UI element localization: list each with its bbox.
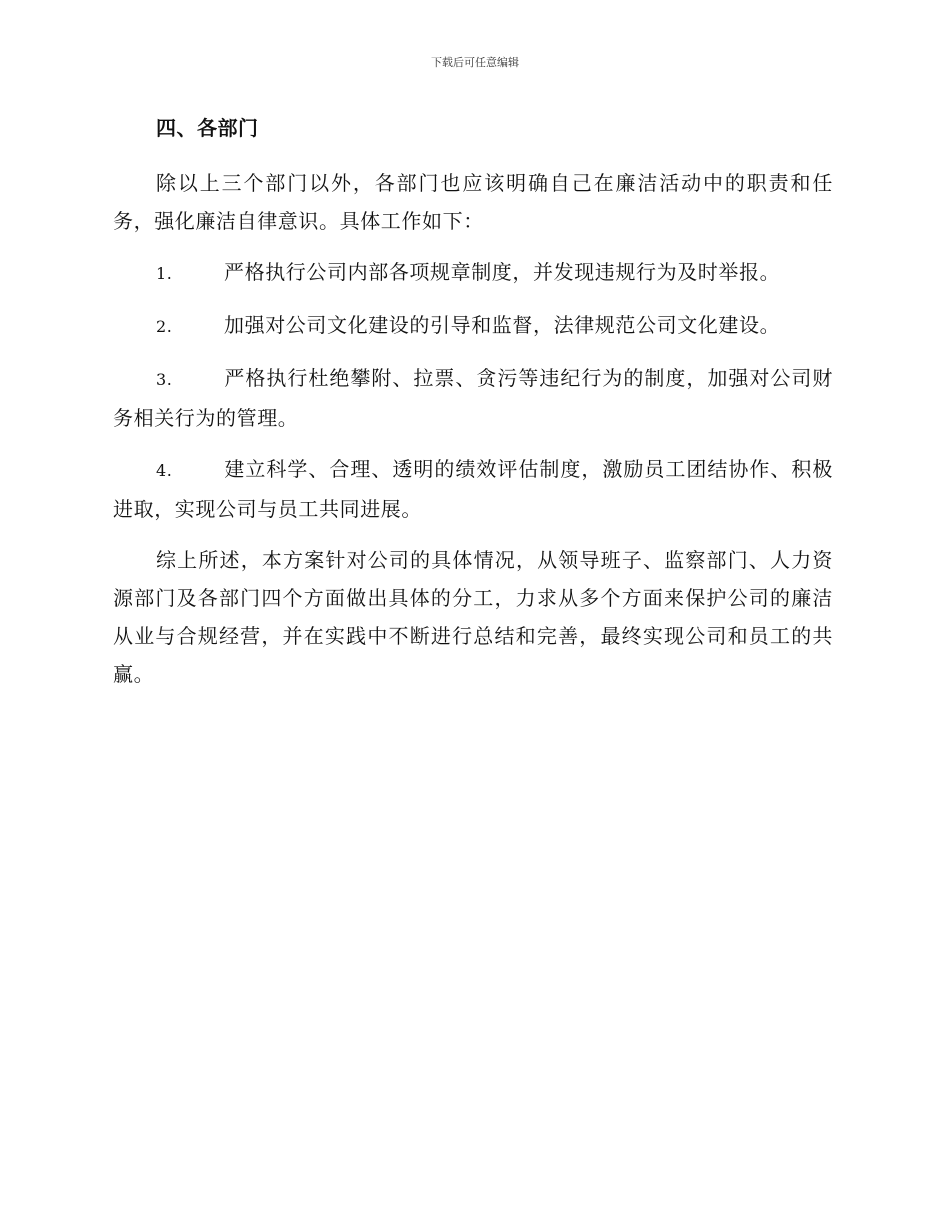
list-item-text: 加强对公司文化建设的引导和监督，法律规范公司文化建设。 (224, 313, 781, 337)
list-item (113, 359, 833, 437)
list-item-number: 4. (156, 461, 173, 480)
list-item-text: 严格执行杜绝攀附、拉票、贪污等违纪行为的制度，加强对公司财务相关行为的管理。 (113, 366, 833, 430)
list-item (113, 450, 833, 528)
document-body (113, 112, 833, 706)
list-item (113, 253, 833, 293)
conclusion-paragraph: 综上所述，本方案针对公司的具体情况，从领导班子、监察部门、人力资源部门及各部门四个方面做出具体的分工，力求从多个方面来保护公司的廉洁从业与合规经营，并在实践中不断进行总结和完善，最终实现公司和员工的共赢。 (113, 548, 833, 686)
intro-paragraph: 除以上三个部门以外，各部门也应该明确自己在廉洁活动中的职责和任务，强化廉洁自律意识。具体工作如下： (113, 171, 833, 233)
list-item-number: 1. (156, 264, 173, 283)
list-item-number: 3. (156, 370, 173, 389)
header-note: 下载后可任意编辑 (431, 56, 519, 69)
list-item-number: 2. (156, 317, 173, 336)
section-heading: 四、各部门 (156, 116, 259, 140)
list-item (113, 306, 833, 346)
list-item-text: 建立科学、合理、透明的绩效评估制度，激励员工团结协作、积极进取，实现公司与员工共同进展。 (113, 457, 833, 521)
list-item-text: 严格执行公司内部各项规章制度，并发现违规行为及时举报。 (224, 260, 781, 284)
